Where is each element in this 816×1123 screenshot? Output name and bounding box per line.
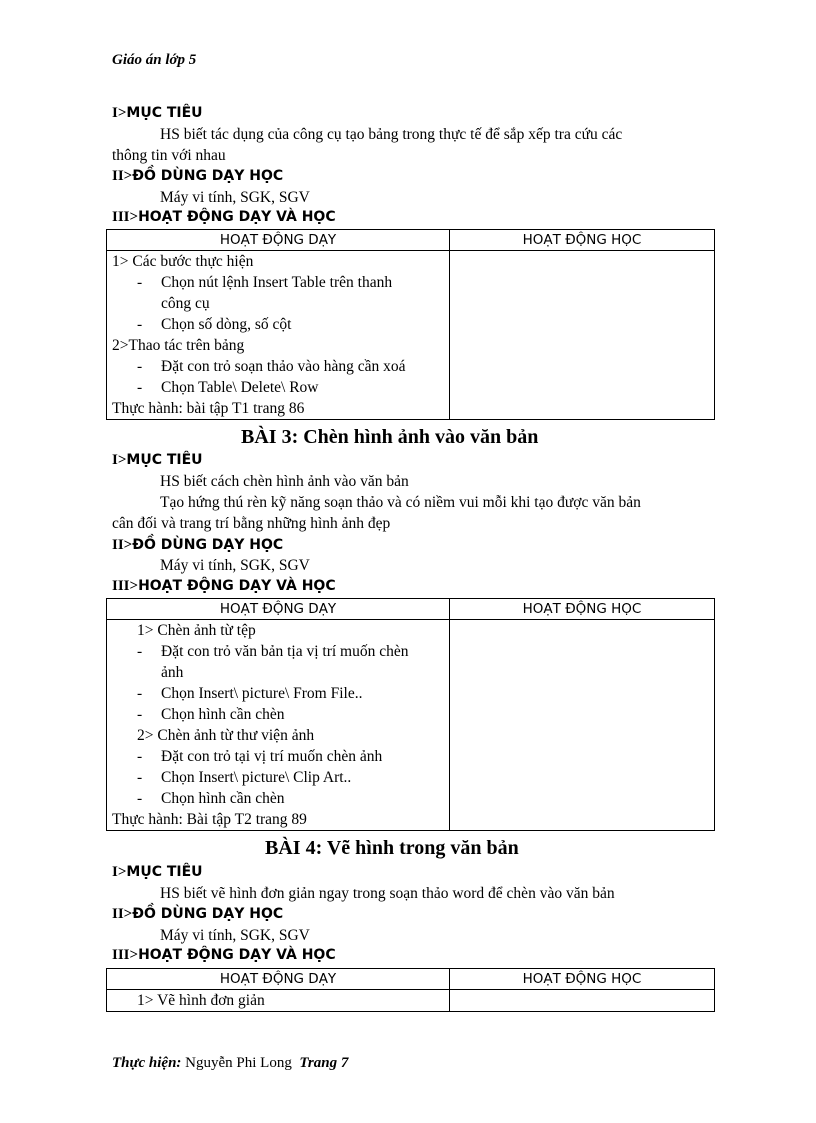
section-materials xyxy=(112,169,283,184)
teaching-cell xyxy=(107,251,450,420)
row-text: Đặt con trỏ văn bản tịa vị trí muốn chèn xyxy=(161,643,409,660)
goal-line: thông tin với nhau xyxy=(112,147,226,164)
bullet-dash: - xyxy=(137,274,143,291)
table-row: 1> Các bước thực hiện xyxy=(112,253,254,270)
table-header-learning: HOẠT ĐỘNG HỌC xyxy=(450,230,715,251)
table-header-teaching: HOẠT ĐỘNG DẠY xyxy=(107,230,450,251)
activities-table xyxy=(106,968,715,1012)
bullet-dash: - xyxy=(137,769,143,786)
section-activities xyxy=(112,579,336,594)
table-row xyxy=(107,662,449,683)
goal-line: HS biết tác dụng của công cụ tạo bảng trong thực tế để sắp xếp tra cứu các xyxy=(160,126,623,143)
section-activities xyxy=(112,210,336,225)
table-header-learning: HOẠT ĐỘNG HỌC xyxy=(450,599,715,620)
goal-line: cân đối và trang trí bằng những hình ảnh đẹp xyxy=(112,515,391,532)
table-row xyxy=(107,746,449,767)
bullet-dash: - xyxy=(137,316,143,333)
table-row xyxy=(107,293,449,314)
teaching-cell xyxy=(107,990,450,1012)
row-text: Đặt con trỏ tại vị trí muốn chèn ảnh xyxy=(161,748,383,765)
bullet-dash: - xyxy=(137,706,143,723)
section-label: MỤC TIÊU xyxy=(126,105,203,121)
bullet-dash: - xyxy=(137,685,143,702)
section-objectives xyxy=(112,453,203,468)
page-footer xyxy=(112,1056,348,1071)
table-row xyxy=(107,788,449,809)
table-header-teaching: HOẠT ĐỘNG DẠY xyxy=(107,599,450,620)
section-label: HOẠT ĐỘNG DẠY VÀ HỌC xyxy=(138,947,336,963)
table-row xyxy=(107,377,449,398)
section-label: HOẠT ĐỘNG DẠY VÀ HỌC xyxy=(138,578,336,594)
table-row xyxy=(107,314,449,335)
section-number: III> xyxy=(112,578,139,594)
section-number: II> xyxy=(112,906,133,922)
bullet-dash: - xyxy=(137,643,143,660)
footer-page: Trang 7 xyxy=(299,1055,349,1071)
learning-cell xyxy=(450,990,715,1012)
table-row: 1> Vẽ hình đơn giản xyxy=(137,992,265,1009)
section-materials xyxy=(112,538,283,553)
table-header-teaching: HOẠT ĐỘNG DẠY xyxy=(107,969,450,990)
activities-table xyxy=(106,229,715,420)
row-text: công cụ xyxy=(161,295,210,312)
table-row: 2>Thao tác trên bảng xyxy=(112,337,245,354)
row-text: Chọn nút lệnh Insert Table trên thanh xyxy=(161,274,393,291)
learning-cell xyxy=(450,620,715,831)
row-text: Chọn số dòng, số cột xyxy=(161,316,292,333)
section-number: II> xyxy=(112,168,133,184)
table-row xyxy=(107,767,449,788)
table-row xyxy=(107,704,449,725)
row-text: Chọn Insert\ picture\ From File.. xyxy=(161,685,363,702)
bullet-dash: - xyxy=(137,748,143,765)
row-text: ảnh xyxy=(161,664,184,681)
section-objectives xyxy=(112,865,203,880)
table-row xyxy=(107,272,449,293)
table-row: Thực hành: Bài tập T2 trang 89 xyxy=(112,811,307,828)
row-text: Chọn Insert\ picture\ Clip Art.. xyxy=(161,769,352,786)
lesson-title: BÀI 4: Vẽ hình trong văn bản xyxy=(265,837,519,859)
lesson-title: BÀI 3: Chèn hình ảnh vào văn bản xyxy=(241,426,539,448)
section-number: III> xyxy=(112,209,139,225)
goal-line: HS biết vẽ hình đơn giản ngay trong soạn thảo word để chèn vào văn bản xyxy=(160,885,615,902)
section-label: ĐỒ DÙNG DẠY HỌC xyxy=(132,906,284,922)
row-text: Chọn Table\ Delete\ Row xyxy=(161,379,319,396)
activities-table xyxy=(106,598,715,831)
table-row xyxy=(107,356,449,377)
section-objectives xyxy=(112,106,203,121)
goal-line: Tạo hứng thú rèn kỹ năng soạn thảo và có niềm vui mỗi khi tạo được văn bản xyxy=(160,494,641,511)
section-number: I> xyxy=(112,105,127,121)
section-label: MỤC TIÊU xyxy=(126,452,203,468)
materials-text: Máy vi tính, SGK, SGV xyxy=(160,927,310,944)
section-label: HOẠT ĐỘNG DẠY VÀ HỌC xyxy=(138,209,336,225)
materials-text: Máy vi tính, SGK, SGV xyxy=(160,189,310,206)
table-row: 1> Chèn ảnh từ tệp xyxy=(137,622,256,639)
table-row: 2> Chèn ảnh từ thư viện ảnh xyxy=(137,727,315,744)
section-materials xyxy=(112,907,283,922)
section-number: II> xyxy=(112,537,133,553)
section-number: I> xyxy=(112,864,127,880)
section-number: I> xyxy=(112,452,127,468)
bullet-dash: - xyxy=(137,358,143,375)
goal-line: HS biết cách chèn hình ảnh vào văn bản xyxy=(160,473,409,490)
section-activities xyxy=(112,948,336,963)
table-row: Thực hành: bài tập T1 trang 86 xyxy=(112,400,305,417)
materials-text: Máy vi tính, SGK, SGV xyxy=(160,557,310,574)
bullet-dash: - xyxy=(137,379,143,396)
row-text: Đặt con trỏ soạn thảo vào hàng cần xoá xyxy=(161,358,406,375)
section-label: MỤC TIÊU xyxy=(126,864,203,880)
bullet-dash: - xyxy=(137,790,143,807)
teaching-cell xyxy=(107,620,450,831)
footer-label: Thực hiện: xyxy=(112,1055,182,1071)
section-label: ĐỒ DÙNG DẠY HỌC xyxy=(132,168,284,184)
footer-author: Nguyễn Phi Long xyxy=(185,1055,292,1071)
section-label: ĐỒ DÙNG DẠY HỌC xyxy=(132,537,284,553)
page-header: Giáo án lớp 5 xyxy=(112,52,197,68)
learning-cell xyxy=(450,251,715,420)
table-row xyxy=(107,683,449,704)
row-text: Chọn hình cần chèn xyxy=(161,790,285,807)
section-number: III> xyxy=(112,947,139,963)
row-text: Chọn hình cần chèn xyxy=(161,706,285,723)
table-header-learning: HOẠT ĐỘNG HỌC xyxy=(450,969,715,990)
table-row xyxy=(107,641,449,662)
